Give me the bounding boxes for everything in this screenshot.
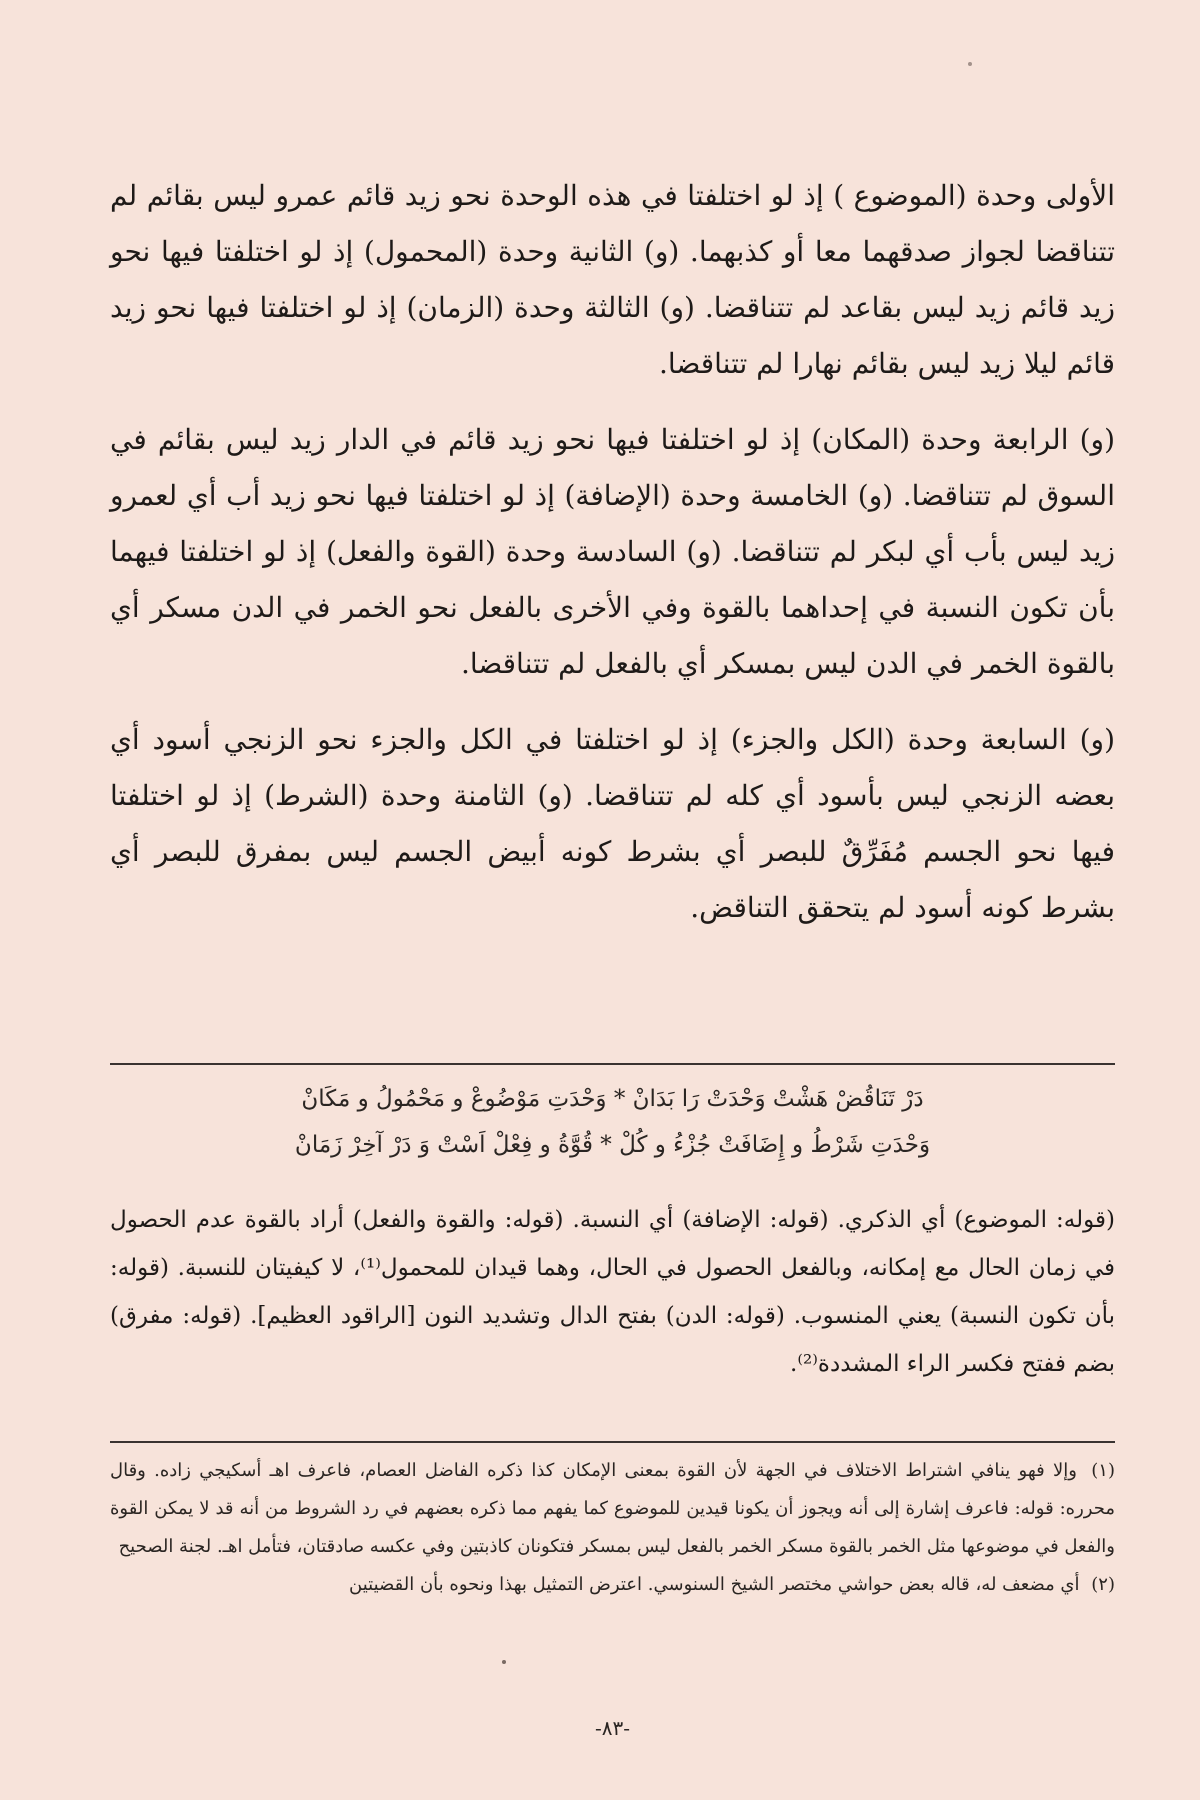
footnotes (110, 1452, 1115, 1604)
persian-verse (110, 1076, 1115, 1168)
paper-speck (968, 62, 972, 66)
footnote-text: وإلا فهو ينافي اشتراط الاختلاف في الجهة لأن القوة بمعنى الإمكان كذا ذكره الفاضل العصام، فاعرف اهـ أسكيجي زاده. وقال محرره: قوله: فاعرف إشارة إلى أنه ويجوز أن يكونا قيدين للموضوع كما يفهم مما ذكره بعضهم في رد الشروط من أنه قد لا يمكن القوة والفعل في موضوعها مثل الخمر بالقوة مسكر الخمر بالفعل ليس بمسكر فتكونان كاذبتين وفي عكسه صادقتان، فتأمل اهـ. لجنة الصحيح (110, 1460, 1115, 1557)
main-text (110, 168, 1115, 956)
footnote-number: (٢) (1091, 1574, 1115, 1595)
footnote-number: (١) (1091, 1460, 1115, 1481)
verse-line-1: دَرْ تَنَاقُضْ هَشْتْ وَحْدَتْ رَا بَدَانْ * وَحْدَتِ مَوْضُوعْ و مَحْمُولُ و مَكَانْ (301, 1086, 924, 1112)
paragraph-2: (و) الرابعة وحدة (المكان) إذ لو اختلفتا فيها نحو زيد قائم في الدار زيد ليس بقائم في السوق لم تتناقضا. (و) الخامسة وحدة (الإضافة) إذ لو اختلفتا فيها نحو زيد أب أي لعمرو زيد ليس بأب أي لبكر لم تتناقضا. (و) السادسة وحدة (القوة والفعل) إذ لو اختلفتا فيهما بأن تكون النسبة في إحداهما بالقوة وفي الأخرى بالفعل نحو الخمر في الدن مسكر أي بالقوة الخمر في الدن ليس بمسكر أي بالفعل لم تتناقضا. (110, 423, 1115, 680)
commentary-text: (قوله: الموضوع) أي الذكري. (قوله: الإضافة) أي النسبة. (قوله: والقوة والفعل) أراد بالقوة عدم الحصول في زمان الحال مع إمكانه، وبالفعل الحصول في الحال، وهما قيدان للمحمول⁽¹⁾، لا كيفيتان للنسبة. (قوله: بأن تكون النسبة) يعني المنسوب. (قوله: الدن) بفتح الدال وتشديد النون [الراقود العظيم]. (قوله: مفرق) بضم ففتح فكسر الراء المشددة⁽²⁾. (110, 1207, 1115, 1377)
paragraph-1: الأولى وحدة (الموضوع ) إذ لو اختلفتا في هذه الوحدة نحو زيد قائم عمرو ليس بقائم لم تتناقضا لجواز صدقهما معا أو كذبهما. (و) الثانية وحدة (المحمول) إذ لو اختلفتا فيها نحو زيد قائم زيد ليس بقاعد لم تتناقضا. (و) الثالثة وحدة (الزمان) إذ لو اختلفتا فيها نحو زيد قائم ليلا زيد ليس بقائم نهارا لم تتناقضا. (110, 179, 1115, 380)
footnote-2 (110, 1566, 1115, 1604)
paragraph-3: (و) السابعة وحدة (الكل والجزء) إذ لو اختلفتا في الكل والجزء نحو الزنجي أسود أي بعضه الزنجي ليس بأسود أي كله لم تتناقضا. (و) الثامنة وحدة (الشرط) إذ لو اختلفتا فيها نحو الجسم مُفَرِّقٌ للبصر أي بشرط كونه أبيض الجسم ليس بمفرق للبصر أي بشرط كونه أسود لم يتحقق التناقض. (110, 723, 1115, 924)
footnote-divider (110, 1441, 1115, 1443)
paper-speck (502, 1660, 506, 1664)
verse-line-2: وَحْدَتِ شَرْطُ و إِضَافَتْ جُزْءُ و كُلْ * قُوَّةُ و فِعْلْ اَسْتْ وَ دَرْ آخِرْ زَمَانْ (294, 1132, 931, 1158)
footnote-text: أي مضعف له، قاله بعض حواشي مختصر الشيخ السنوسي. اعترض التمثيل بهذا ونحوه بأن القضيتين (349, 1574, 1080, 1595)
main-text-divider (110, 1063, 1115, 1065)
book-page (110, 0, 1115, 1800)
footnote-1 (110, 1452, 1115, 1566)
page-number: -٨٣- (594, 1716, 630, 1740)
